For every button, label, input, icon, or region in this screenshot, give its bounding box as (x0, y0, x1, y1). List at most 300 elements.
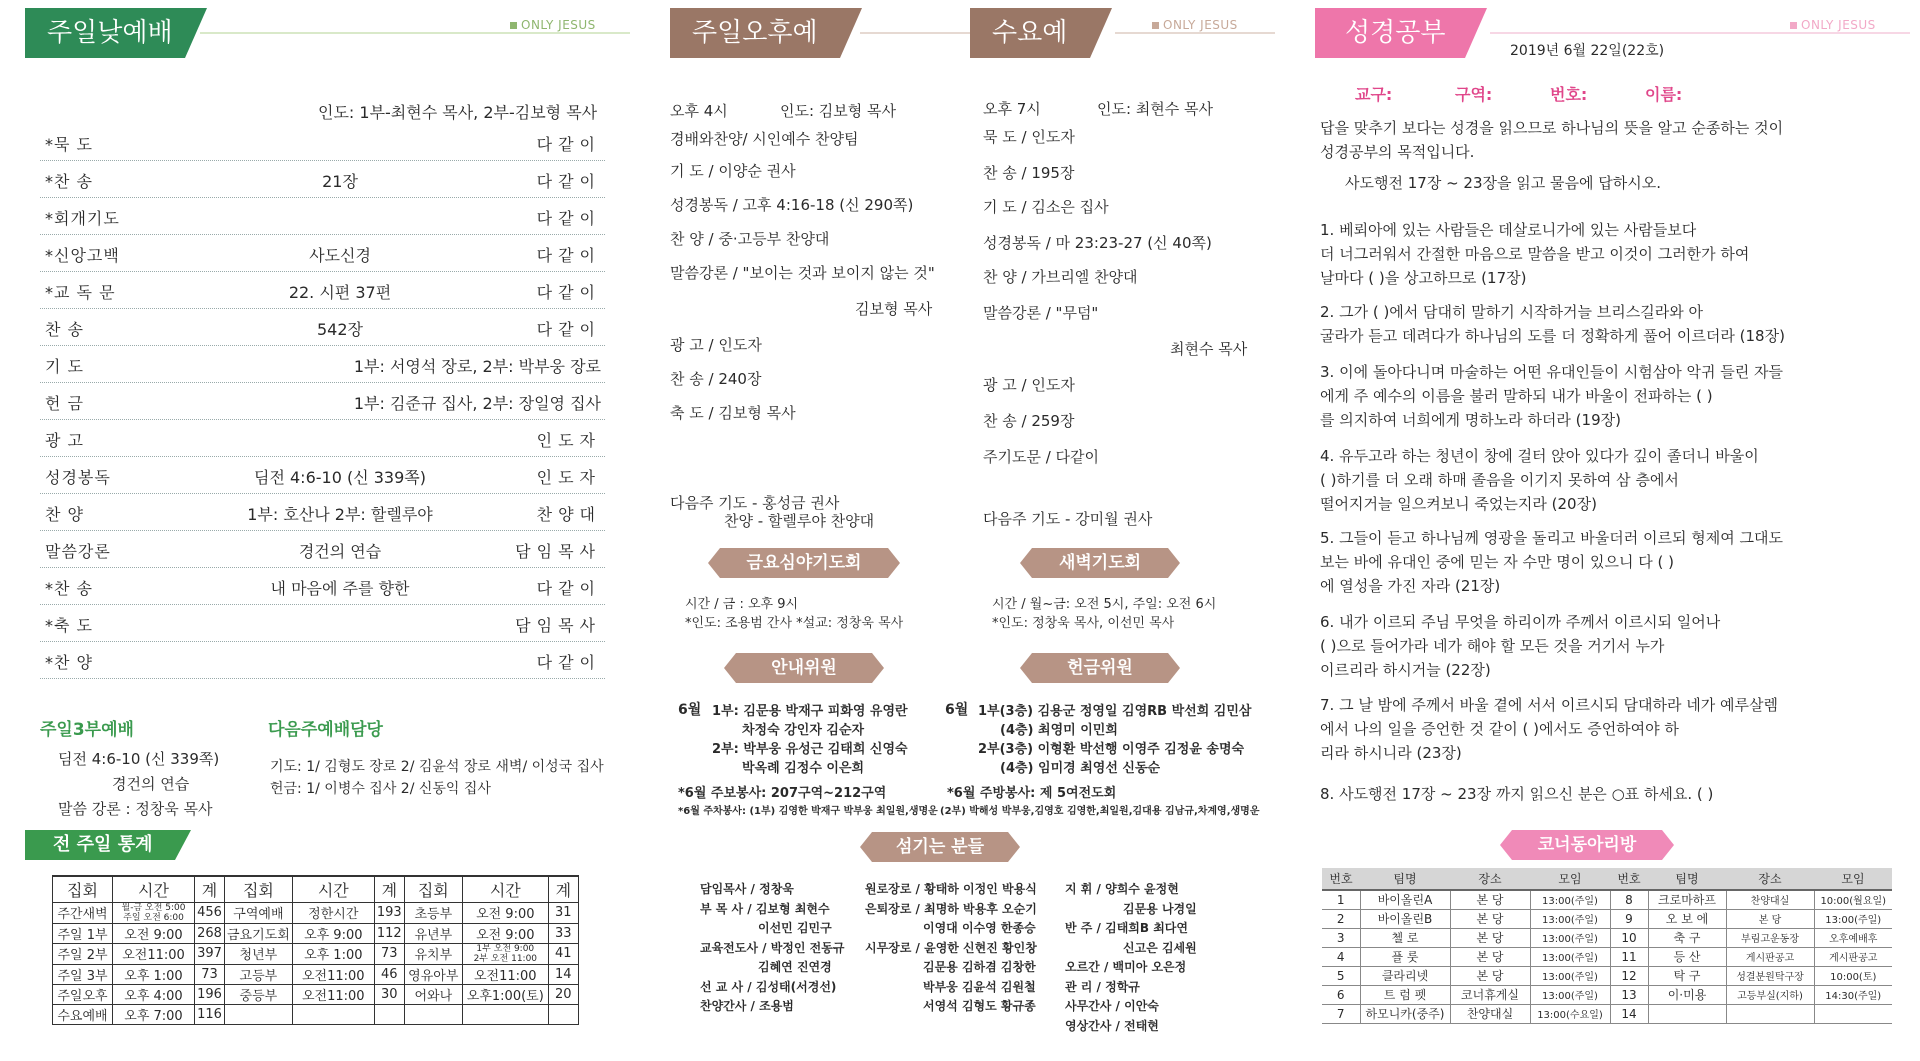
corner-row (1322, 909, 1892, 928)
dawn-time: 시간 / 월~금: 오전 5시, 주일: 오전 6시 (992, 597, 1217, 612)
corner-cell: 고등부실(지하) (1726, 985, 1814, 1004)
stats-header: 시간 (462, 876, 548, 902)
corner-club-title: 코너동아리방 (1512, 830, 1662, 860)
question-item: 5. 그들이 듣고 하나님께 영광을 돌리고 바울더러 이르되 형제여 그대도 보는 바에 유대인 중에 믿는 자 수만 명이 있으니 다 ( ) 에 열성을 가진 자라 (21장) (1320, 529, 1783, 595)
order-leader: 1부: 서영석 장로, 2부: 박부웅 장로 (353, 357, 601, 376)
wednesday-item: 말씀강론 / "무덤" (983, 304, 1099, 322)
stats-cell: 73 (195, 964, 225, 984)
order-label: 말씀강론 (45, 542, 111, 561)
stats-cell (292, 1004, 374, 1024)
order-row (40, 457, 605, 494)
order-row (40, 383, 605, 420)
servant-line: 은퇴장로 / 최명하 박용후 오순기 (865, 901, 1037, 916)
corner-header: 장소 (1450, 868, 1530, 890)
servant-line: 이영대 이수영 한종승 (923, 921, 1036, 935)
stats-row (53, 943, 579, 964)
stats-cell: 112 (374, 923, 404, 943)
afternoon-item: 김보형 목사 (855, 300, 933, 318)
corner-header: 모임 (1530, 868, 1610, 890)
servant-line: 부 목 사 / 김보형 최현수 (700, 901, 830, 916)
order-label: *묵 도 (45, 135, 93, 154)
afternoon-item: 경배와찬양/ 시인예수 찬양팀 (670, 130, 859, 148)
stats-table (52, 875, 579, 1025)
stats-cell-part: 2부 오전 11:00 (473, 953, 538, 964)
corner-cell: 4 (1322, 947, 1360, 966)
corner-cell: 이·미용 (1648, 985, 1726, 1004)
next-duty-title: 다음주예배담당 (268, 720, 383, 740)
order-leader: 다같이 (536, 320, 601, 339)
stats-cell: 456 (195, 902, 225, 923)
question-item: 4. 유두고라 하는 청년이 창에 걸터 앉아 있다가 깊이 졸더니 바울이 ( )하기를 더 오래 하매 졸음을 이기지 못하여 삼 층에서 떨어지거늘 일으켜보니 죽었는지라 (20장) (1320, 447, 1759, 513)
next-duty-offering: 헌금: 1/ 이병수 집사 2/ 신동익 집사 (270, 781, 491, 797)
corner-cell: 2 (1322, 909, 1360, 928)
order-item: 22. 시편 37편 (288, 283, 392, 302)
corner-cell: 13:00(주일) (1530, 966, 1610, 985)
stats-cell: 주간새벽 (53, 902, 113, 923)
bible-study-field: 번호: (1550, 85, 1588, 104)
only-jesus-tag: ONLY JESUS (510, 18, 596, 32)
order-leader: 다같이 (536, 283, 601, 302)
corner-cell: 13:00(주일) (1530, 928, 1610, 947)
corner-cell: 10:00(토) (1814, 966, 1892, 985)
order-row (40, 235, 605, 272)
corner-cell: 1 (1322, 890, 1360, 909)
servant-line: 관 리 / 정학규 (1065, 979, 1140, 994)
stats-cell: 주일 3부 (53, 964, 113, 984)
stats-body (53, 902, 579, 1024)
servant-line: 선 교 사 / 김성태(서경선) (700, 979, 837, 994)
order-row (40, 568, 605, 605)
order-row (40, 494, 605, 531)
ushers-month: 6월 (678, 702, 702, 718)
corner-cell: 14:30(주일) (1814, 985, 1892, 1004)
offering-line: (4층) 임미경 최영선 신동순 (1000, 761, 1161, 776)
question-item: 8. 사도행전 17장 ~ 23장 까지 읽으신 분은 ○표 하세요. ( ) (1320, 785, 1714, 803)
dawn-leaders: *인도: 정창욱 목사, 이선민 목사 (992, 616, 1175, 631)
stats-cell: 41 (548, 943, 578, 964)
order-label: 헌 금 (45, 394, 84, 413)
stats-cell: 정한시간 (292, 902, 374, 923)
servant-line: 신고은 김세원 (1123, 940, 1197, 955)
servant-line: 오르간 / 백미아 오은정 (1065, 960, 1187, 974)
stats-row (53, 902, 579, 923)
header-rule (1490, 32, 1910, 34)
bible-study-intro: 답을 맞추기 보다는 성경을 읽으므로 하나님의 뜻을 알고 순종하는 것이 성경공부의 목적입니다. (1320, 119, 1784, 161)
wednesday-item: 기 도 / 김소은 집사 (983, 198, 1109, 216)
stats-cell: 유치부 (404, 943, 462, 964)
question-item: 3. 이에 돌아다니며 마술하는 어떤 유대인들이 시험삼아 악귀 들린 자들 에게 주 예수의 이름을 불러 말하되 내가 바울이 전파하는 ( ) 를 의지하여 너희에게 명하노라 하더라 (19장) (1320, 363, 1783, 429)
ushers-line: 차정숙 강인자 김순자 (742, 723, 865, 738)
corner-cell: 등 산 (1648, 947, 1726, 966)
order-leader: 다같이 (536, 579, 601, 598)
stats-cell: 고등부 (225, 964, 293, 984)
corner-header: 번호 (1322, 868, 1360, 890)
corner-club-table (1322, 868, 1892, 1024)
order-item: 21장 (322, 172, 358, 191)
order-leader: 1부: 김준규 집사, 2부: 장일영 집사 (353, 394, 601, 413)
stats-cell-part: 1부 오전 9:00 (476, 943, 535, 954)
friday-time: 시간 / 금 : 오후 9시 (685, 597, 799, 612)
stats-cell: 73 (374, 943, 404, 964)
wednesday-item: 찬 양 / 가브리엘 찬양대 (983, 268, 1138, 286)
corner-cell (1814, 1004, 1892, 1023)
offering-line: (4층) 최영미 이민희 (1000, 723, 1118, 738)
order-label: 찬 양 (45, 505, 84, 524)
question-item: 1. 베뢰아에 있는 사람들은 데살로니가에 있는 사람들보다 더 너그러워서 간절한 마음으로 말씀을 받고 이것이 그러한가 하여 날마다 ( )을 상고하므로 (17장) (1320, 221, 1750, 287)
stats-header: 계 (548, 876, 578, 902)
order-row (40, 346, 605, 383)
corner-cell: 7 (1322, 1004, 1360, 1023)
stats-cell: 오전11:00 (292, 964, 374, 984)
corner-header: 장소 (1726, 868, 1814, 890)
stats-row (53, 984, 579, 1004)
stats-cell: 오후 1:00 (292, 943, 374, 964)
corner-cell: 본 당 (1726, 909, 1814, 928)
order-row (40, 124, 605, 161)
stats-cell: 오전 9:00 (462, 902, 548, 923)
corner-cell: 3 (1322, 928, 1360, 947)
order-leader: 다같이 (536, 653, 601, 672)
bible-study-field: 구역: (1455, 85, 1493, 104)
corner-body (1322, 890, 1892, 1023)
stats-title: 전 주일 통계 (25, 830, 175, 860)
stats-cell (374, 1004, 404, 1024)
order-item: 경건의 연습 (298, 542, 382, 561)
stats-cell: 14 (548, 964, 578, 984)
afternoon-item: 광 고 / 인도자 (670, 336, 762, 354)
ushers-line: 2부: 박부웅 유성근 김태희 신영숙 (712, 742, 908, 757)
stats-header: 시간 (292, 876, 374, 902)
stats-cell: 중등부 (225, 984, 293, 1004)
order-leader: 다같이 (536, 246, 601, 265)
bible-study-field: 이름: (1645, 85, 1683, 104)
servant-line: 교육전도사 / 박정인 전동규 (700, 940, 845, 955)
corner-cell: 본 당 (1450, 947, 1530, 966)
afternoon-item: 성경봉독 / 고후 4:16-18 (신 290쪽) (670, 196, 914, 214)
order-leader: 다같이 (536, 209, 601, 228)
servant-line: 지 휘 / 양희수 윤정현 (1065, 882, 1179, 896)
order-label: 광 고 (45, 431, 84, 450)
stats-row (53, 1004, 579, 1024)
stats-cell: 116 (195, 1004, 225, 1024)
order-leader: 담임목사 (515, 542, 601, 561)
stats-cell (548, 1004, 578, 1024)
stats-cell: 어와나 (404, 984, 462, 1004)
order-leader: 인도자 (536, 431, 601, 450)
corner-header: 팀명 (1648, 868, 1726, 890)
order-item: 1부: 호산나 2부: 할렐루야 (247, 505, 433, 524)
corner-cell: 10 (1610, 928, 1648, 947)
corner-cell (1648, 1004, 1726, 1023)
header-rule (1115, 32, 1275, 34)
stats-cell: 20 (548, 984, 578, 1004)
corner-cell: 6 (1322, 985, 1360, 1004)
stats-cell: 268 (195, 923, 225, 943)
corner-row (1322, 966, 1892, 985)
order-row (40, 605, 605, 642)
servant-line: 반 주 / 김태희B 최다연 (1065, 921, 1188, 935)
corner-cell: 트 럼 펫 (1360, 985, 1450, 1004)
stats-header: 계 (195, 876, 225, 902)
corner-cell: 찬양대실 (1450, 1004, 1530, 1023)
servant-line: 영상간사 / 전태현 (1065, 1018, 1159, 1033)
stats-cell: 397 (195, 943, 225, 964)
wednesday-item: 찬 송 / 259장 (983, 412, 1075, 430)
afternoon-item: 기 도 / 이양순 권사 (670, 162, 796, 180)
corner-cell: 바이올린B (1360, 909, 1450, 928)
next-duty-prayer: 기도: 1/ 김형도 장로 2/ 김윤석 장로 새벽/ 이성국 집사 (270, 759, 604, 775)
stats-cell: 30 (374, 984, 404, 1004)
friday-leaders: *인도: 조용범 간사 *설교: 정창욱 목사 (685, 616, 904, 631)
bible-study-title: 성경공부 (1315, 8, 1465, 58)
stats-header: 집회 (225, 876, 293, 902)
corner-cell: 14 (1610, 1004, 1648, 1023)
order-label: 기 도 (45, 357, 84, 376)
square-icon (510, 22, 517, 29)
corner-cell: 게시판공고 (1814, 947, 1892, 966)
servant-line: 원로장로 / 황태하 이정인 박용식 (865, 882, 1037, 896)
stats-cell: 주일 2부 (53, 943, 113, 964)
afternoon-item: 찬 양 / 중·고등부 찬양대 (670, 230, 830, 248)
servant-line: 서영석 김형도 황규종 (923, 999, 1036, 1013)
corner-cell: 오후예배후 (1814, 928, 1892, 947)
third-service-sermon: 경건의 연습 (112, 775, 190, 793)
corner-header-row (1322, 868, 1892, 890)
ushers-line: 1부: 김문용 박재구 피화영 유영란 (712, 704, 908, 719)
stats-cell: 46 (374, 964, 404, 984)
stats-cell: 196 (195, 984, 225, 1004)
order-row (40, 198, 605, 235)
sunday-morning-panel (0, 0, 640, 1061)
stats-cell: 오후 4:00 (113, 984, 195, 1004)
wednesday-item: 광 고 / 인도자 (983, 376, 1075, 394)
order-row (40, 420, 605, 457)
stats-cell: 오후 1:00 (113, 964, 195, 984)
corner-row (1322, 928, 1892, 947)
afternoon-next-choir: 찬양 - 할렐루야 찬양대 (724, 512, 875, 530)
corner-cell: 본 당 (1450, 966, 1530, 985)
kitchen-service-2: (2부) 박해성 박부웅,김영호 김영한,최일원,김대용 김남규,차계영,생명운 (940, 806, 1260, 817)
stats-cell: 오후1:00(토) (462, 984, 548, 1004)
servant-line: 김문용 나경일 (1123, 901, 1197, 916)
servants-title: 섬기는 분들 (872, 832, 1008, 862)
servant-line: 이선민 김민구 (758, 921, 832, 935)
stats-header: 계 (374, 876, 404, 902)
corner-cell: 첼 로 (1360, 928, 1450, 947)
corner-cell: 본 당 (1450, 928, 1530, 947)
corner-cell: 하모니카(중주) (1360, 1004, 1450, 1023)
stats-cell: 오전11:00 (292, 984, 374, 1004)
stats-header: 집회 (53, 876, 113, 902)
stats-cell: 영유아부 (404, 964, 462, 984)
bible-study-date: 2019년 6월 22일(22호) (1510, 43, 1665, 59)
corner-cell: 13:00(주일) (1530, 909, 1610, 928)
offering-line: 1부(3층) 김용군 정영일 김영RB 박선희 김민삼 (978, 704, 1252, 719)
corner-cell: 5 (1322, 966, 1360, 985)
only-jesus-tag: ONLY JESUS (1152, 18, 1238, 32)
offering-line: 2부(3층) 이형환 박선행 이영주 김정윤 송명숙 (978, 742, 1245, 757)
stats-cell-part: 월-금 오전 5:00 (121, 902, 186, 913)
corner-cell: 게시판공고 (1726, 947, 1814, 966)
stats-cell: 오후 9:00 (292, 923, 374, 943)
stats-cell: 구역예배 (225, 902, 293, 923)
wednesday-next-prayer: 다음주 기도 - 강미월 권사 (983, 510, 1153, 528)
wednesday-item: 찬 송 / 195장 (983, 164, 1075, 182)
question-item: 6. 내가 이르되 주님 무엇을 하리이까 주께서 이르시되 일어나 ( )으로 들어가라 네가 해야 할 모든 것을 거기서 누가 이르리라 하시거늘 (22장) (1320, 613, 1721, 679)
order-label: *축 도 (45, 616, 93, 635)
corner-cell: 11 (1610, 947, 1648, 966)
corner-cell: 성결분원탁구장 (1726, 966, 1814, 985)
bible-study-instruction: 사도행전 17장 ~ 23장을 읽고 물음에 답하시오. (1345, 174, 1661, 192)
order-label: *찬 송 (45, 172, 93, 191)
wednesday-item: 묵 도 / 인도자 (983, 128, 1075, 146)
square-icon (1152, 22, 1159, 29)
wednesday-item: 주기도문 / 다같이 (983, 448, 1100, 466)
corner-cell: 탁 구 (1648, 966, 1726, 985)
order-leader: 인도자 (536, 468, 601, 487)
order-label: 찬 송 (45, 320, 84, 339)
corner-cell: 찬양대실 (1726, 890, 1814, 909)
stats-cell (225, 1004, 293, 1024)
corner-cell: 13:00(주일) (1530, 947, 1610, 966)
wednesday-time: 오후 7시 (983, 100, 1041, 118)
servant-line: 시무장로 / 윤영한 신현진 황인창 (865, 940, 1037, 955)
order-label: *찬 송 (45, 579, 93, 598)
corner-cell (1726, 1004, 1814, 1023)
servant-line: 사무간사 / 이안숙 (1065, 999, 1159, 1013)
stats-cell: 33 (548, 923, 578, 943)
stats-cell (462, 943, 548, 964)
order-label: *회개기도 (45, 209, 120, 228)
afternoon-wednesday-panel (660, 0, 1280, 1061)
corner-cell: 본 당 (1450, 909, 1530, 928)
dawn-prayer-title: 새벽기도회 (1032, 548, 1168, 578)
friday-prayer-title: 금요심야기도회 (720, 548, 888, 578)
servant-line: 박부웅 김윤석 김원철 (923, 979, 1036, 994)
wednesday-leader: 인도: 최현수 목사 (1097, 100, 1214, 118)
third-service-preacher: 말씀 강론 : 정창욱 목사 (58, 800, 213, 818)
stats-cell: 오후 7:00 (113, 1004, 195, 1024)
sunday-afternoon-title: 주일오후예배 (670, 8, 840, 58)
ushers-title: 안내위원 (736, 653, 872, 683)
kitchen-service: *6월 주방봉사: 제 5여전도회 (947, 786, 1117, 801)
question-item: 7. 그 날 밤에 주께서 바울 곁에 서서 이르시되 담대하라 네가 예루살렘 에서 나의 일을 증언한 것 같이 ( )에서도 증언하여야 하 리라 하시니라 (23장) (1320, 696, 1778, 762)
order-item: 542장 (317, 320, 363, 339)
order-row (40, 272, 605, 309)
corner-row (1322, 985, 1892, 1004)
corner-cell: 13:00(주일) (1530, 890, 1610, 909)
stats-cell: 유년부 (404, 923, 462, 943)
order-row (40, 309, 605, 346)
stats-row (53, 923, 579, 943)
afternoon-time: 오후 4시 (670, 102, 728, 120)
offering-committee-title: 헌금위원 (1032, 653, 1168, 683)
wednesday-title: 수요예배 (970, 8, 1090, 58)
bible-study-field: 교구: (1355, 85, 1393, 104)
third-service-title: 주일3부예배 (40, 720, 134, 740)
stats-cell-part: 주일 오전 6:00 (123, 912, 184, 923)
wednesday-item: 성경봉독 / 마 23:23-27 (신 40쪽) (983, 234, 1212, 252)
order-item: 딤전 4:6-10 (신 339쪽) (254, 468, 426, 487)
corner-header: 모임 (1814, 868, 1892, 890)
afternoon-item: 말씀강론 / "보이는 것과 보이지 않는 것" (670, 264, 935, 282)
stats-cell: 주일오후 (53, 984, 113, 1004)
corner-header: 팀명 (1360, 868, 1450, 890)
corner-cell: 13:00(주일) (1814, 909, 1892, 928)
order-row (40, 161, 605, 198)
order-label: *교 독 문 (45, 283, 116, 302)
stats-cell: 31 (548, 902, 578, 923)
servant-line: 김문용 김하겸 김창한 (923, 960, 1036, 974)
ushers-line: 박옥례 김정수 이은희 (742, 761, 865, 776)
order-item: 사도신경 (309, 246, 371, 265)
header-rule (860, 32, 970, 34)
stats-cell: 오전11:00 (113, 943, 195, 964)
servant-line: 담임목사 / 정창욱 (700, 882, 794, 896)
order-item: 내 마음에 주를 향한 (270, 579, 410, 598)
stats-header: 집회 (404, 876, 462, 902)
stats-cell: 청년부 (225, 943, 293, 964)
order-leader: 다같이 (536, 135, 601, 154)
order-leader: 담임목사 (515, 616, 601, 635)
order-leader: 찬양대 (536, 505, 601, 524)
afternoon-item: 축 도 / 김보형 목사 (670, 404, 796, 422)
corner-header: 번호 (1610, 868, 1648, 890)
corner-cell: 플 룻 (1360, 947, 1450, 966)
stats-cell (404, 1004, 462, 1024)
corner-cell: 9 (1610, 909, 1648, 928)
corner-cell: 바이올린A (1360, 890, 1450, 909)
stats-row (53, 964, 579, 984)
corner-cell: 10:00(월요일) (1814, 890, 1892, 909)
stats-header-row (53, 876, 579, 902)
afternoon-leader: 인도: 김보형 목사 (780, 102, 897, 120)
offering-month: 6월 (945, 702, 969, 718)
corner-cell: 코너휴게실 (1450, 985, 1530, 1004)
stats-cell: 오전 9:00 (113, 923, 195, 943)
corner-cell: 12 (1610, 966, 1648, 985)
corner-cell: 13:00(주일) (1530, 985, 1610, 1004)
corner-cell: 크로마하프 (1648, 890, 1726, 909)
order-label: *찬 양 (45, 653, 93, 672)
stats-header: 시간 (113, 876, 195, 902)
corner-cell: 오 보 에 (1648, 909, 1726, 928)
square-icon (1790, 22, 1797, 29)
corner-cell: 축 구 (1648, 928, 1726, 947)
stats-cell: 오전11:00 (462, 964, 548, 984)
corner-cell: 13:00(수요일) (1530, 1004, 1610, 1023)
afternoon-item: 찬 송 / 240장 (670, 370, 762, 388)
order-label: *신앙고백 (45, 246, 120, 265)
stats-cell (113, 902, 195, 923)
servant-line: 김혜연 진연경 (758, 960, 832, 974)
only-jesus-tag: ONLY JESUS (1790, 18, 1876, 32)
stats-cell: 오전 9:00 (462, 923, 548, 943)
order-row (40, 531, 605, 568)
corner-cell: 13 (1610, 985, 1648, 1004)
afternoon-next-prayer: 다음주 기도 - 홍성금 권사 (670, 494, 840, 512)
corner-row (1322, 947, 1892, 966)
stats-cell: 금요기도회 (225, 923, 293, 943)
bulletin-service: *6월 주보봉사: 207구역~212구역 (678, 786, 887, 801)
stats-cell (462, 1004, 548, 1024)
servant-line: 찬양간사 / 조용범 (700, 999, 794, 1013)
stats-cell: 초등부 (404, 902, 462, 923)
third-service-scripture: 딤전 4:6-10 (신 339쪽) (58, 750, 220, 768)
stats-cell: 수요예배 (53, 1004, 113, 1024)
corner-cell: 8 (1610, 890, 1648, 909)
wednesday-item: 최현수 목사 (1170, 340, 1248, 358)
